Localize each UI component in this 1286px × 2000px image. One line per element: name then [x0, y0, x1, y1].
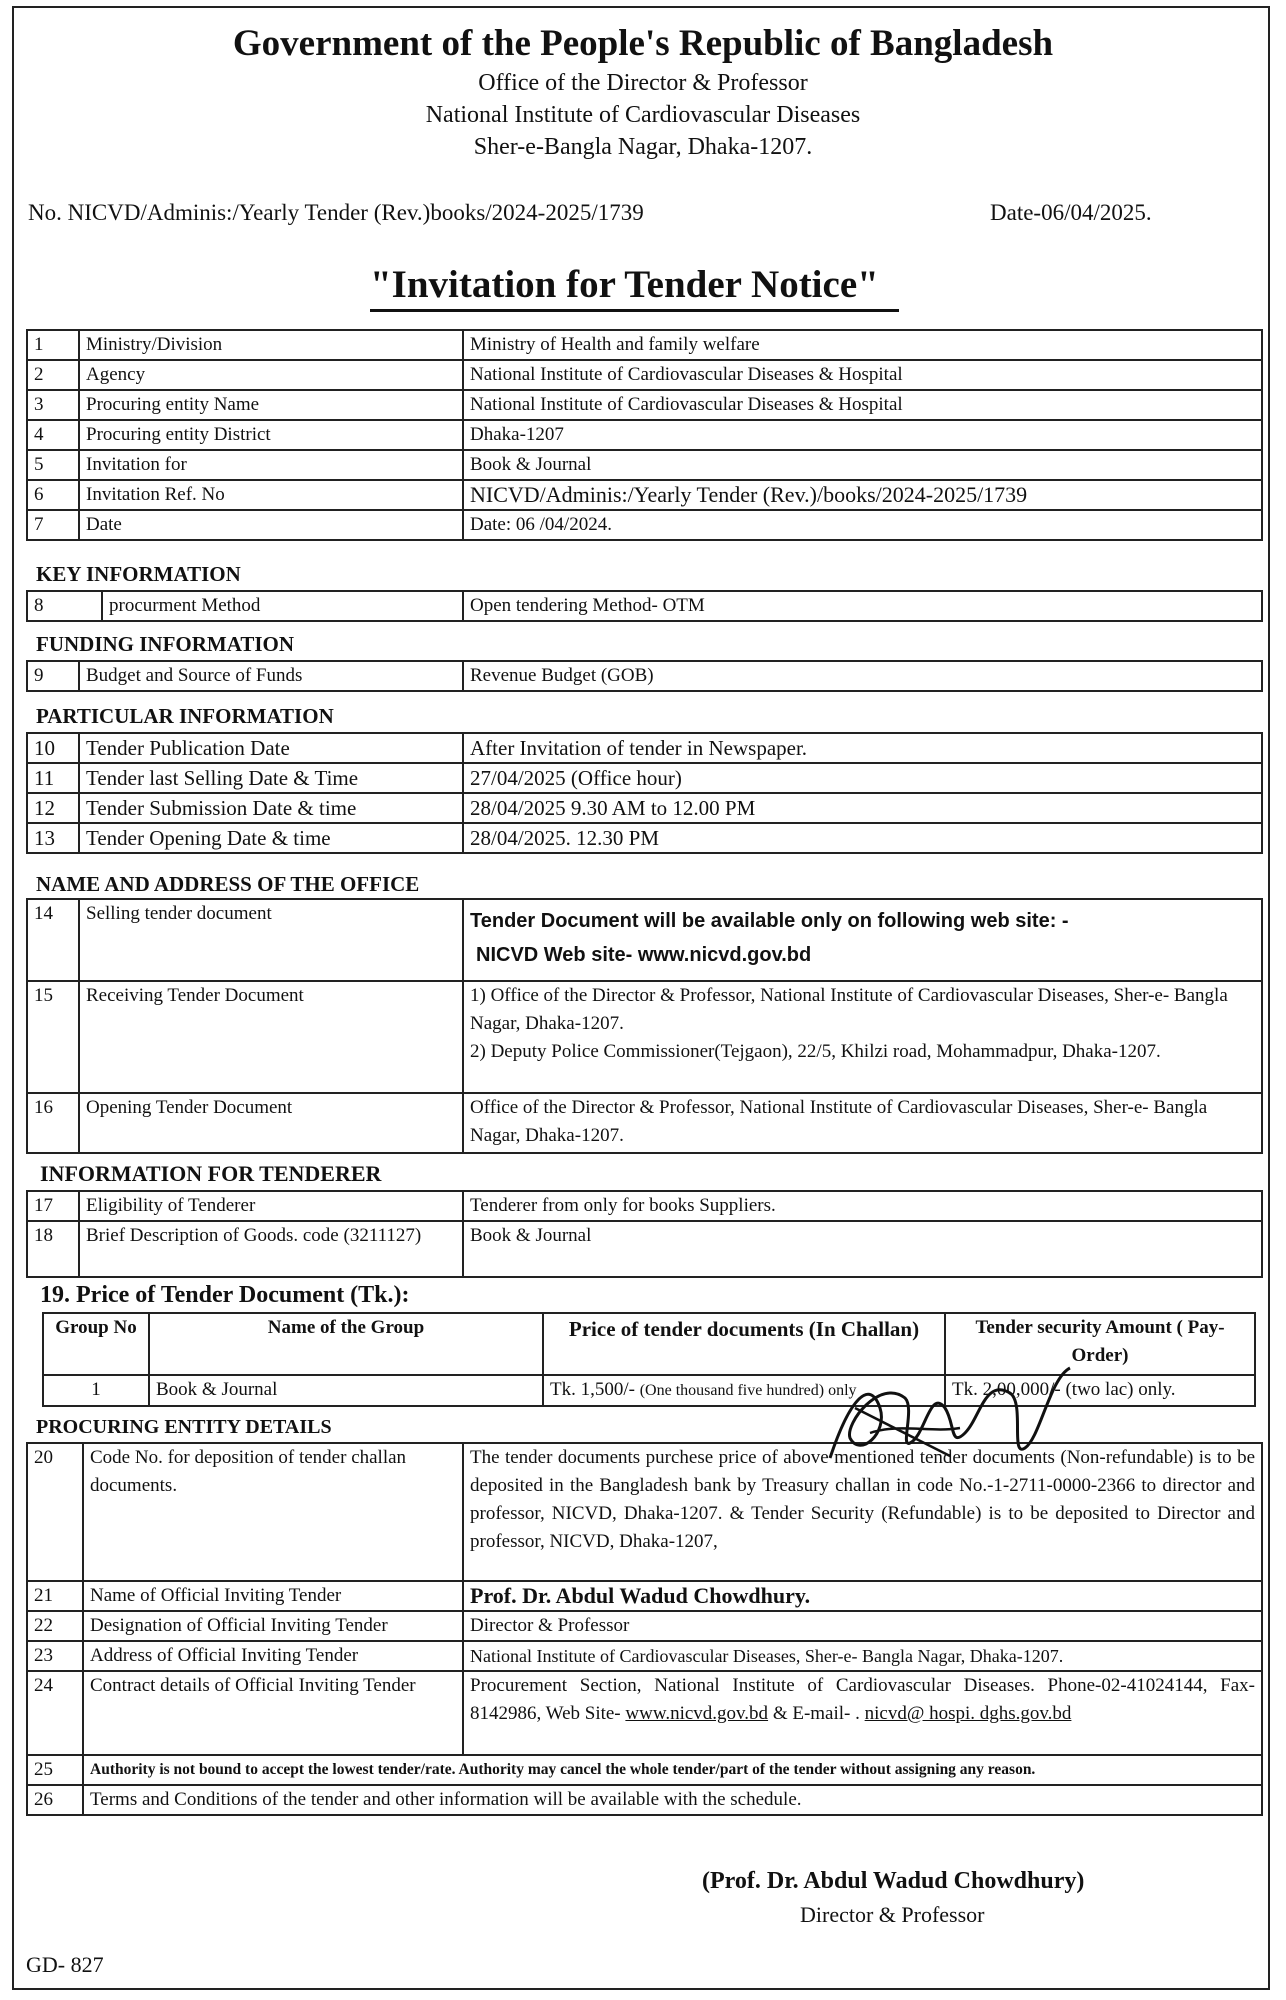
table-row: 11 Tender last Selling Date & Time 27/04/2025 (Office hour): [27, 763, 1262, 793]
tenderer-info-table: [26, 1190, 1263, 1278]
receiving-office-1: 1) Office of the Director & Professor, National Institute of Cardiovascular Diseases, Sher-e- Bangla Nagar, Dhaka-1207.: [470, 985, 1228, 1034]
general-info-table: [26, 329, 1263, 541]
table-row: 14 Selling tender document Tender Document will be available only on following web site: - NICVD Web site- www.nicvd.gov.bd: [27, 899, 1262, 981]
table-row: 20 Code No. for deposition of tender challan documents. The tender documents purchese price of above mentioned tender documents (Non-refundable) is to be deposited in the Bangladesh bank by Treasury challan in code No.-1-2711-0000-2366 to director and professor, NICVD, Dhaka-1207. & Tender Security (Refundable) is to be deposited to Director and professor, NICVD, Dhaka-1207,: [27, 1443, 1262, 1581]
receiving-office-2: 2) Deputy Police Commissioner(Tejgaon), 22/5, Khilzi road, Mohammadpur, Dhaka-1207.: [470, 1041, 1161, 1062]
table-row: 3 Procuring entity Name National Institute of Cardiovascular Diseases & Hospital: [27, 390, 1262, 420]
table-row: 26 Terms and Conditions of the tender and other information will be available with the schedule.: [27, 1785, 1262, 1815]
table-row: 2 Agency National Institute of Cardiovascular Diseases & Hospital: [27, 360, 1262, 390]
memo-date: Date-06/04/2025.: [990, 200, 1152, 225]
price-heading: 19. Price of Tender Document (Tk.):: [40, 1282, 410, 1308]
table-row: 17 Eligibility of Tenderer Tenderer from only for books Suppliers.: [27, 1191, 1262, 1221]
funding-info-heading: FUNDING INFORMATION: [36, 632, 295, 656]
office-info-table: [26, 898, 1263, 1154]
email-link[interactable]: nicvd@ hospi. dghs.gov.bd: [864, 1703, 1072, 1724]
tenderer-info-heading: INFORMATION FOR TENDERER: [40, 1161, 382, 1186]
table-row: 16 Opening Tender Document Office of the Director & Professor, National Institute of Cardiovascular Diseases, Sher-e- Bangla Nagar, Dhaka-1207.: [27, 1093, 1262, 1153]
table-row: 6 Invitation Ref. No NICVD/Adminis:/Yearly Tender (Rev.)/books/2024-2025/1739: [27, 480, 1262, 510]
address-line: Sher-e-Bangla Nagar, Dhaka-1207.: [473, 134, 813, 160]
government-heading: Government of the People's Republic of Bangladesh: [232, 23, 1054, 64]
funding-info-table: [26, 660, 1263, 692]
office-line: Office of the Director & Professor: [478, 70, 808, 96]
office-info-heading: NAME AND ADDRESS OF THE OFFICE: [36, 872, 420, 896]
key-info-heading: KEY INFORMATION: [36, 562, 241, 586]
table-row: 8 procurment Method Open tendering Method- OTM: [27, 591, 1262, 621]
table-row: 23 Address of Official Inviting Tender National Institute of Cardiovascular Diseases, Sher-e- Bangla Nagar, Dhaka-1207.: [27, 1641, 1262, 1671]
table-row: 5 Invitation for Book & Journal: [27, 450, 1262, 480]
institute-line: National Institute of Cardiovascular Diseases: [425, 102, 861, 128]
key-info-table: [26, 590, 1263, 622]
signatory-name: (Prof. Dr. Abdul Wadud Chowdhury): [702, 1868, 1085, 1894]
table-row: 12 Tender Submission Date & time 28/04/2025 9.30 AM to 12.00 PM: [27, 793, 1262, 823]
table-row: 21 Name of Official Inviting Tender Prof. Dr. Abdul Wadud Chowdhury.: [27, 1581, 1262, 1611]
notice-title: "Invitation for Tender Notice": [370, 262, 899, 312]
table-row: 10 Tender Publication Date After Invitation of tender in Newspaper.: [27, 733, 1262, 763]
table-row: 1 Book & Journal Tk. 1,500/- (One thousand five hundred) only Tk. 2,00,000/- (two lac) only.: [43, 1375, 1255, 1406]
table-row: 4 Procuring entity District Dhaka-1207: [27, 420, 1262, 450]
signature-mark: [810, 1338, 1100, 1488]
signatory-designation: Director & Professor: [800, 1902, 985, 1927]
web-availability-line: Tender Document will be available only on following web site: -: [470, 910, 1069, 932]
particular-info-heading: PARTICULAR INFORMATION: [36, 704, 334, 728]
memo-ref-no: No. NICVD/Adminis:/Yearly Tender (Rev.)books/2024-2025/1739: [28, 200, 644, 225]
table-row: Group No Name of the Group Price of tender documents (In Challan) Tender security Amount ( Pay-Order): [43, 1313, 1255, 1375]
table-row: 25 Authority is not bound to accept the lowest tender/rate. Authority may cancel the whole tender/part of the tender without assigning any reason.: [27, 1755, 1262, 1785]
table-row: 1 Ministry/Division Ministry of Health and family welfare: [27, 330, 1262, 360]
table-row: 22 Designation of Official Inviting Tender Director & Professor: [27, 1611, 1262, 1641]
table-row: 15 Receiving Tender Document 1) Office of the Director & Professor, National Institute of Cardiovascular Diseases, Sher-e- Bangla Nagar, Dhaka-1207. 2) Deputy Police Commissioner(Tejgaon), 22/5, Khilzi road, Mohammadpur, Dhaka-1207.: [27, 981, 1262, 1093]
table-row: 9 Budget and Source of Funds Revenue Budget (GOB): [27, 661, 1262, 691]
procuring-details-table: [26, 1442, 1263, 1816]
procuring-details-heading: PROCURING ENTITY DETAILS: [36, 1416, 332, 1438]
nicvd-website-line: NICVD Web site- www.nicvd.gov.bd: [476, 944, 812, 966]
table-row: 18 Brief Description of Goods. code (3211127) Book & Journal: [27, 1221, 1262, 1277]
website-link[interactable]: www.nicvd.gov.bd: [625, 1703, 769, 1724]
table-row: 7 Date Date: 06 /04/2024.: [27, 510, 1262, 540]
particular-info-table: [26, 732, 1263, 854]
table-row: 13 Tender Opening Date & time 28/04/2025. 12.30 PM: [27, 823, 1262, 853]
table-row: 24 Contract details of Official Inviting Tender Procurement Section, National Institute of Cardiovascular Diseases. Phone-02-41024144, Fax-8142986, Web Site- www.nicvd.gov.bd & E-mail- . nicvd@ hospi. dghs.gov.bd: [27, 1671, 1262, 1755]
gd-number: GD- 827: [26, 1952, 104, 1977]
